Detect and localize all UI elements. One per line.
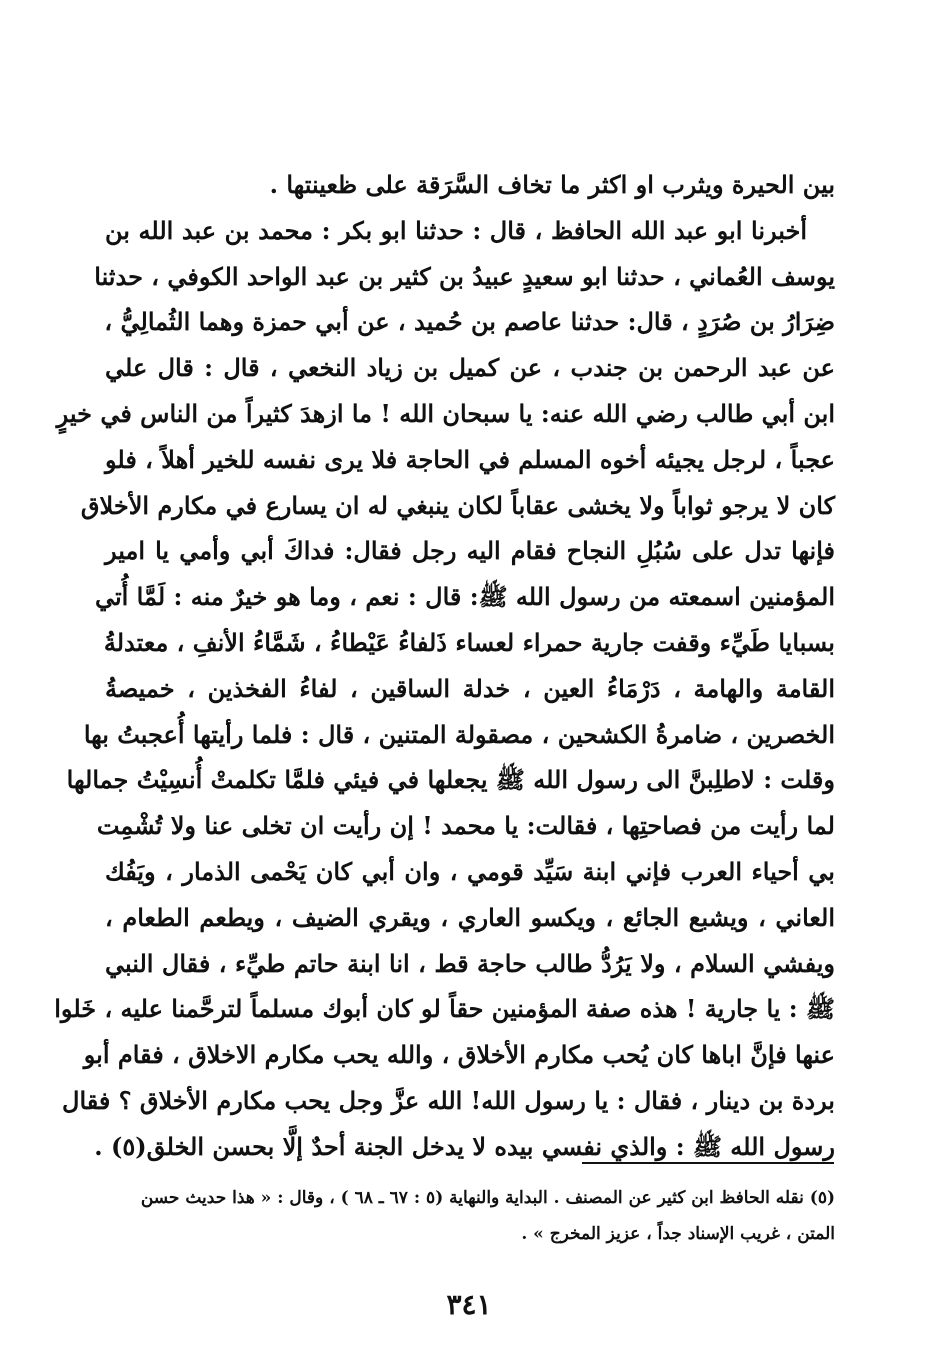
text-line-16: بي أحياء العرب فإني ابنة سَيِّد قومي ، وان أبي كان يَحْمى الذمار ، ويَفُك [105,856,835,886]
text-line-21: بردة بن دينار ، فقال : يا رسول الله! الله عزَّ وجل يحب مكارم الأخلاق ؟ فقال [62,1085,835,1115]
footnote-divider [582,1162,834,1164]
footnote-line-2: المتن ، غريب الإسناد جداً ، عزيز المخرج » . [521,1224,835,1244]
text-line-4: ضِرَارُ بن صُرَدٍ ، قال: حدثنا عاصم بن حُميد ، عن أبي حمزة وهما الثُمالِيُّ ، [104,307,835,337]
text-line-17: العاني ، ويشبع الجائع ، ويكسو العاري ، ويقري الضيف ، ويطعم الطعام ، [105,902,835,932]
text-line-6: ابن أبي طالب رضي الله عنه: يا سبحان الله ! ما ازهدَ كثيراً من الناس في خيرٍ [56,398,835,428]
footnotes [105,1180,835,1252]
text-line-19: ﷺ : يا جارية ! هذه صفة المؤمنين حقاً لو كان أبوك مسلماً لترحَّمنا عليه ، خَلوا [54,994,835,1024]
text-line-1: بين الحيرة ويثرب او اكثر ما تخاف السَّرَقة على ظعينتها . [269,170,835,199]
text-line-18: ويفشي السلام ، ولا يَرُدُّ طالب حاجة قط ، انا ابنة حاتم طيِّء ، فقال النبي [105,948,836,978]
page-number: ٣٤١ [446,1288,492,1321]
text-line-3: يوسف العُماني ، حدثنا ابو سعيدٍ عبيدُ بن كثير بن عبد الواحد الكوفي ، حدثنا [94,261,835,291]
text-line-5: عن عبد الرحمن بن جندب ، عن كميل بن زياد النخعي ، قال : قال علي [105,353,835,383]
text-line-12: القامة والهامة ، دَرْمَاءُ العين ، خدلة الساقين ، لفاءُ الفخذين ، خميصةُ [105,673,835,703]
text-line-8: كان لا يرجو ثواباً ولا يخشى عقاباً لكان ينبغي له ان يسارع في مكارم الأخلاق [80,490,835,520]
text-line-9: فإنها تدل على سُبُلِ النجاح فقام اليه رجل فقال: فداكَ أبي وأمي يا امير [105,536,835,566]
text-line-7: عجباً ، لرجل يجيئه أخوه المسلم في الحاجة فلا يرى نفسه للخير أهلاً ، فلو [105,444,836,474]
text-line-2: أخبرنا ابو عبد الله الحافظ ، قال : حدثنا ابو بكر : محمد بن عبد الله بن [105,215,807,245]
text-line-20: عنها فإنَّ اباها كان يُحب مكارم الأخلاق ، والله يحب مكارم الاخلاق ، فقام أبو [83,1040,835,1070]
text-line-10: المؤمنين اسمعته من رسول الله ﷺ: قال : نعم ، وما هو خيرٌ منه : لَمَّا أُتي [94,582,835,612]
text-line-14: وقلت : لاطلِبنَّ الى رسول الله ﷺ يجعلها في فيئي فلمَّا تكلمتْ أُنسِيْتُ جمالها [66,765,835,795]
footnote-line-1: (٥) نقله الحافظ ابن كثير عن المصنف . البداية والنهاية (٥ : ٦٧ ـ ٦٨ ) ، وقال : « هذا حديث حسن [140,1188,835,1208]
text-line-11: بسبايا طَيِّء وقفت جارية حمراء لعساء ذَلفاءُ عَيْطاءُ ، شَمَّاءُ الأنفِ ، معتدلةُ [103,627,835,657]
text-line-15: لما رأيت من فصاحتِها ، فقالت: يا محمد ! إن رأيت ان تخلى عنا ولا تُشْمِت [96,811,835,841]
main-text [54,162,836,1170]
text-line-13: الخصرين ، ضامرةُ الكشحين ، مصقولة المتنين ، قال : فلما رأيتها أُعجبتُ بها [83,719,835,749]
text-line-22: رسول الله ﷺ : والذي نفسي بيده لا يدخل الجنة أحدٌ إلَّا بحسن الخلق(٥) . [94,1131,835,1161]
